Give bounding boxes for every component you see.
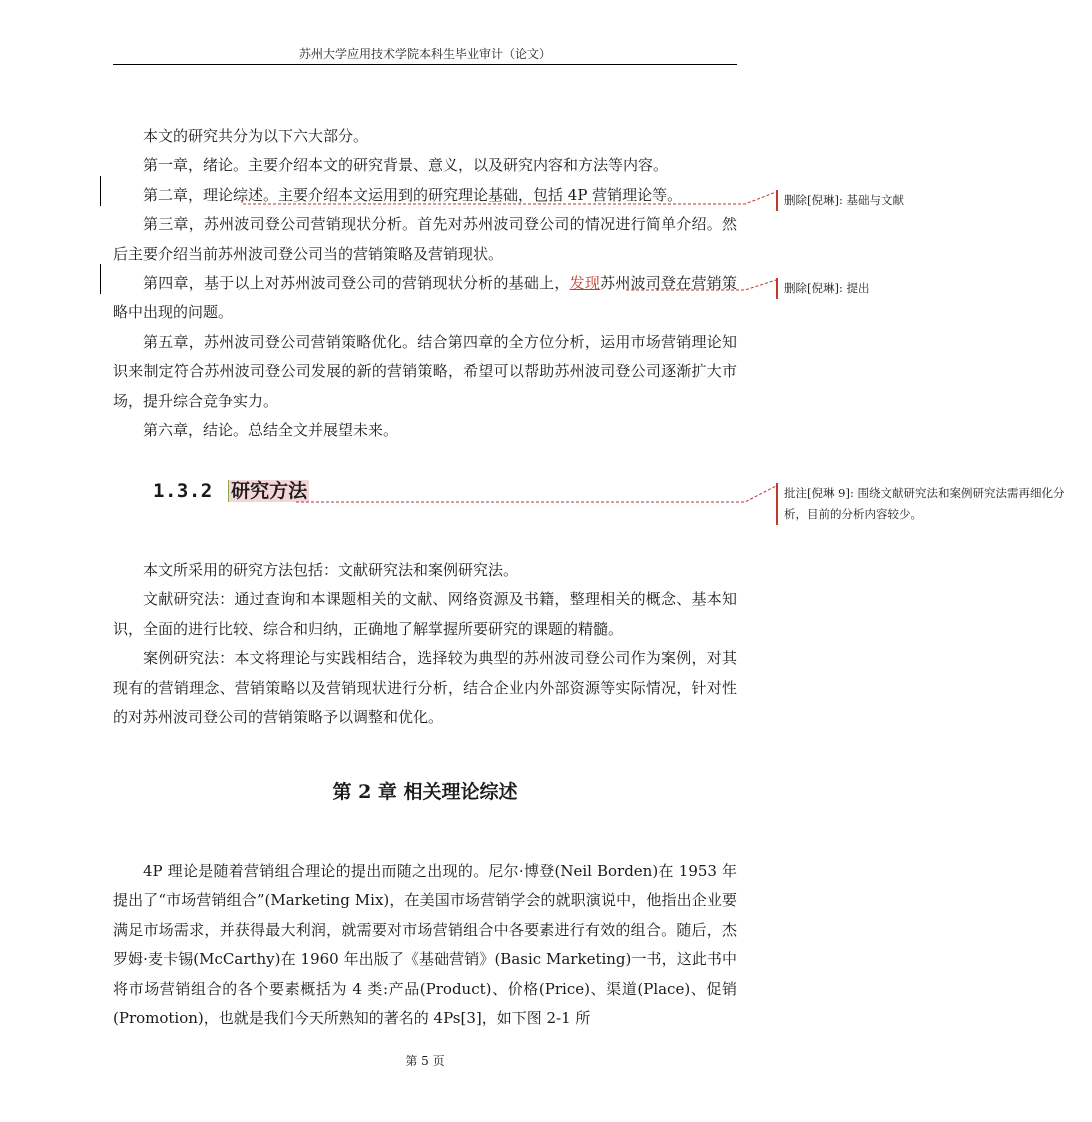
paragraph: 第五章，苏州波司登公司营销策略优化。结合第四章的全方位分析，运用市场营销理论知识来制定符合苏州波司登公司发展的新的营销策略，希望可以帮助苏州波司登公司逐渐扩大市场，提升综合竞争实力。: [113, 332, 737, 410]
connector-line: [626, 280, 776, 290]
comment-balloon[interactable]: [776, 190, 1080, 211]
comment-balloon[interactable]: [776, 278, 1080, 299]
section-title[interactable]: 研究方法: [228, 480, 309, 502]
page-number: 第 5 页: [405, 1054, 445, 1068]
comment-balloon[interactable]: [776, 483, 1080, 525]
text-run: 苏州波司登在营销策略中出现的问题。: [113, 274, 737, 322]
paragraph: 本文的研究共分为以下六大部分。: [143, 127, 369, 145]
connector-line: [242, 192, 776, 204]
chapter-title: 第 2 章 相关理论综述: [332, 781, 518, 803]
paragraph: 文献研究法：通过查询和本课题相关的文献、网络资源及书籍，整理相关的概念、基本知识，全面的进行比较、综合和归纳，正确地了解掌握所要研究的课题的精髓。: [113, 590, 737, 638]
paragraph: 第一章，绪论。主要介绍本文的研究背景、意义，以及研究内容和方法等内容。: [143, 156, 669, 175]
inserted-text[interactable]: 发现: [569, 274, 601, 293]
comment-text: 批注[倪琳 9]: 围绕文献研究法和案例研究法需再细化分析，目前的分析内容较少。: [784, 486, 1065, 521]
section-number: 1.3.2: [153, 480, 213, 502]
text-run: 第四章，基于以上对苏州波司登公司的营销现状分析的基础上，: [143, 274, 570, 293]
paragraph: 第三章，苏州波司登公司营销现状分析。首先对苏州波司登公司的情况进行简单介绍。然后主要介绍当前苏州波司登公司当的营销策略及营销现状。: [113, 215, 737, 263]
header-title: 苏州大学应用技术学院本科生毕业审计（论文）: [298, 47, 551, 61]
paragraph: 第六章，结论。总结全文并展望未来。: [143, 421, 399, 440]
comment-text: 删除[倪琳]: 提出: [784, 281, 870, 295]
connector-line: [296, 486, 776, 502]
paragraph: 4P 理论是随着营销组合理论的提出而随之出现的。尼尔·博登(Neil Borden)在 1953 年提出了“市场营销组合”(Marketing Mix)，在美国市场营销学会的就职演说中，他指出企业要满足市场需求，并获得最大利润，就需要对市场营销组合中各要素进行有效的组合。随后，杰罗姆·麦卡锡(McCarthy)在 1960 年出版了《基础营销》(Basic Marketing)一书，这此书中将市场营销组合的各个要素概括为 4 类:产品(Product)、价格(Price)、渠道(Place)、促销(Promotion)，也就是我们今天所熟知的著名的 4Ps[3]，如下图 2-1 所: [113, 862, 737, 1028]
comment-text: 删除[倪琳]: 基础与文献: [784, 193, 905, 207]
paragraph: 本文所采用的研究方法包括：文献研究法和案例研究法。: [143, 561, 519, 579]
paragraph: 第二章，理论综述。主要介绍本文运用到的研究理论基础，包括 4P 营销理论等。: [143, 185, 683, 204]
paragraph: 案例研究法：本文将理论与实践相结合，选择较为典型的苏州波司登公司作为案例，对其现有的营销理念、营销策略以及营销现状进行分析，结合企业内外部资源等实际情况，针对性的对苏州波司登公司的营销策略予以调整和优化。: [113, 649, 737, 727]
